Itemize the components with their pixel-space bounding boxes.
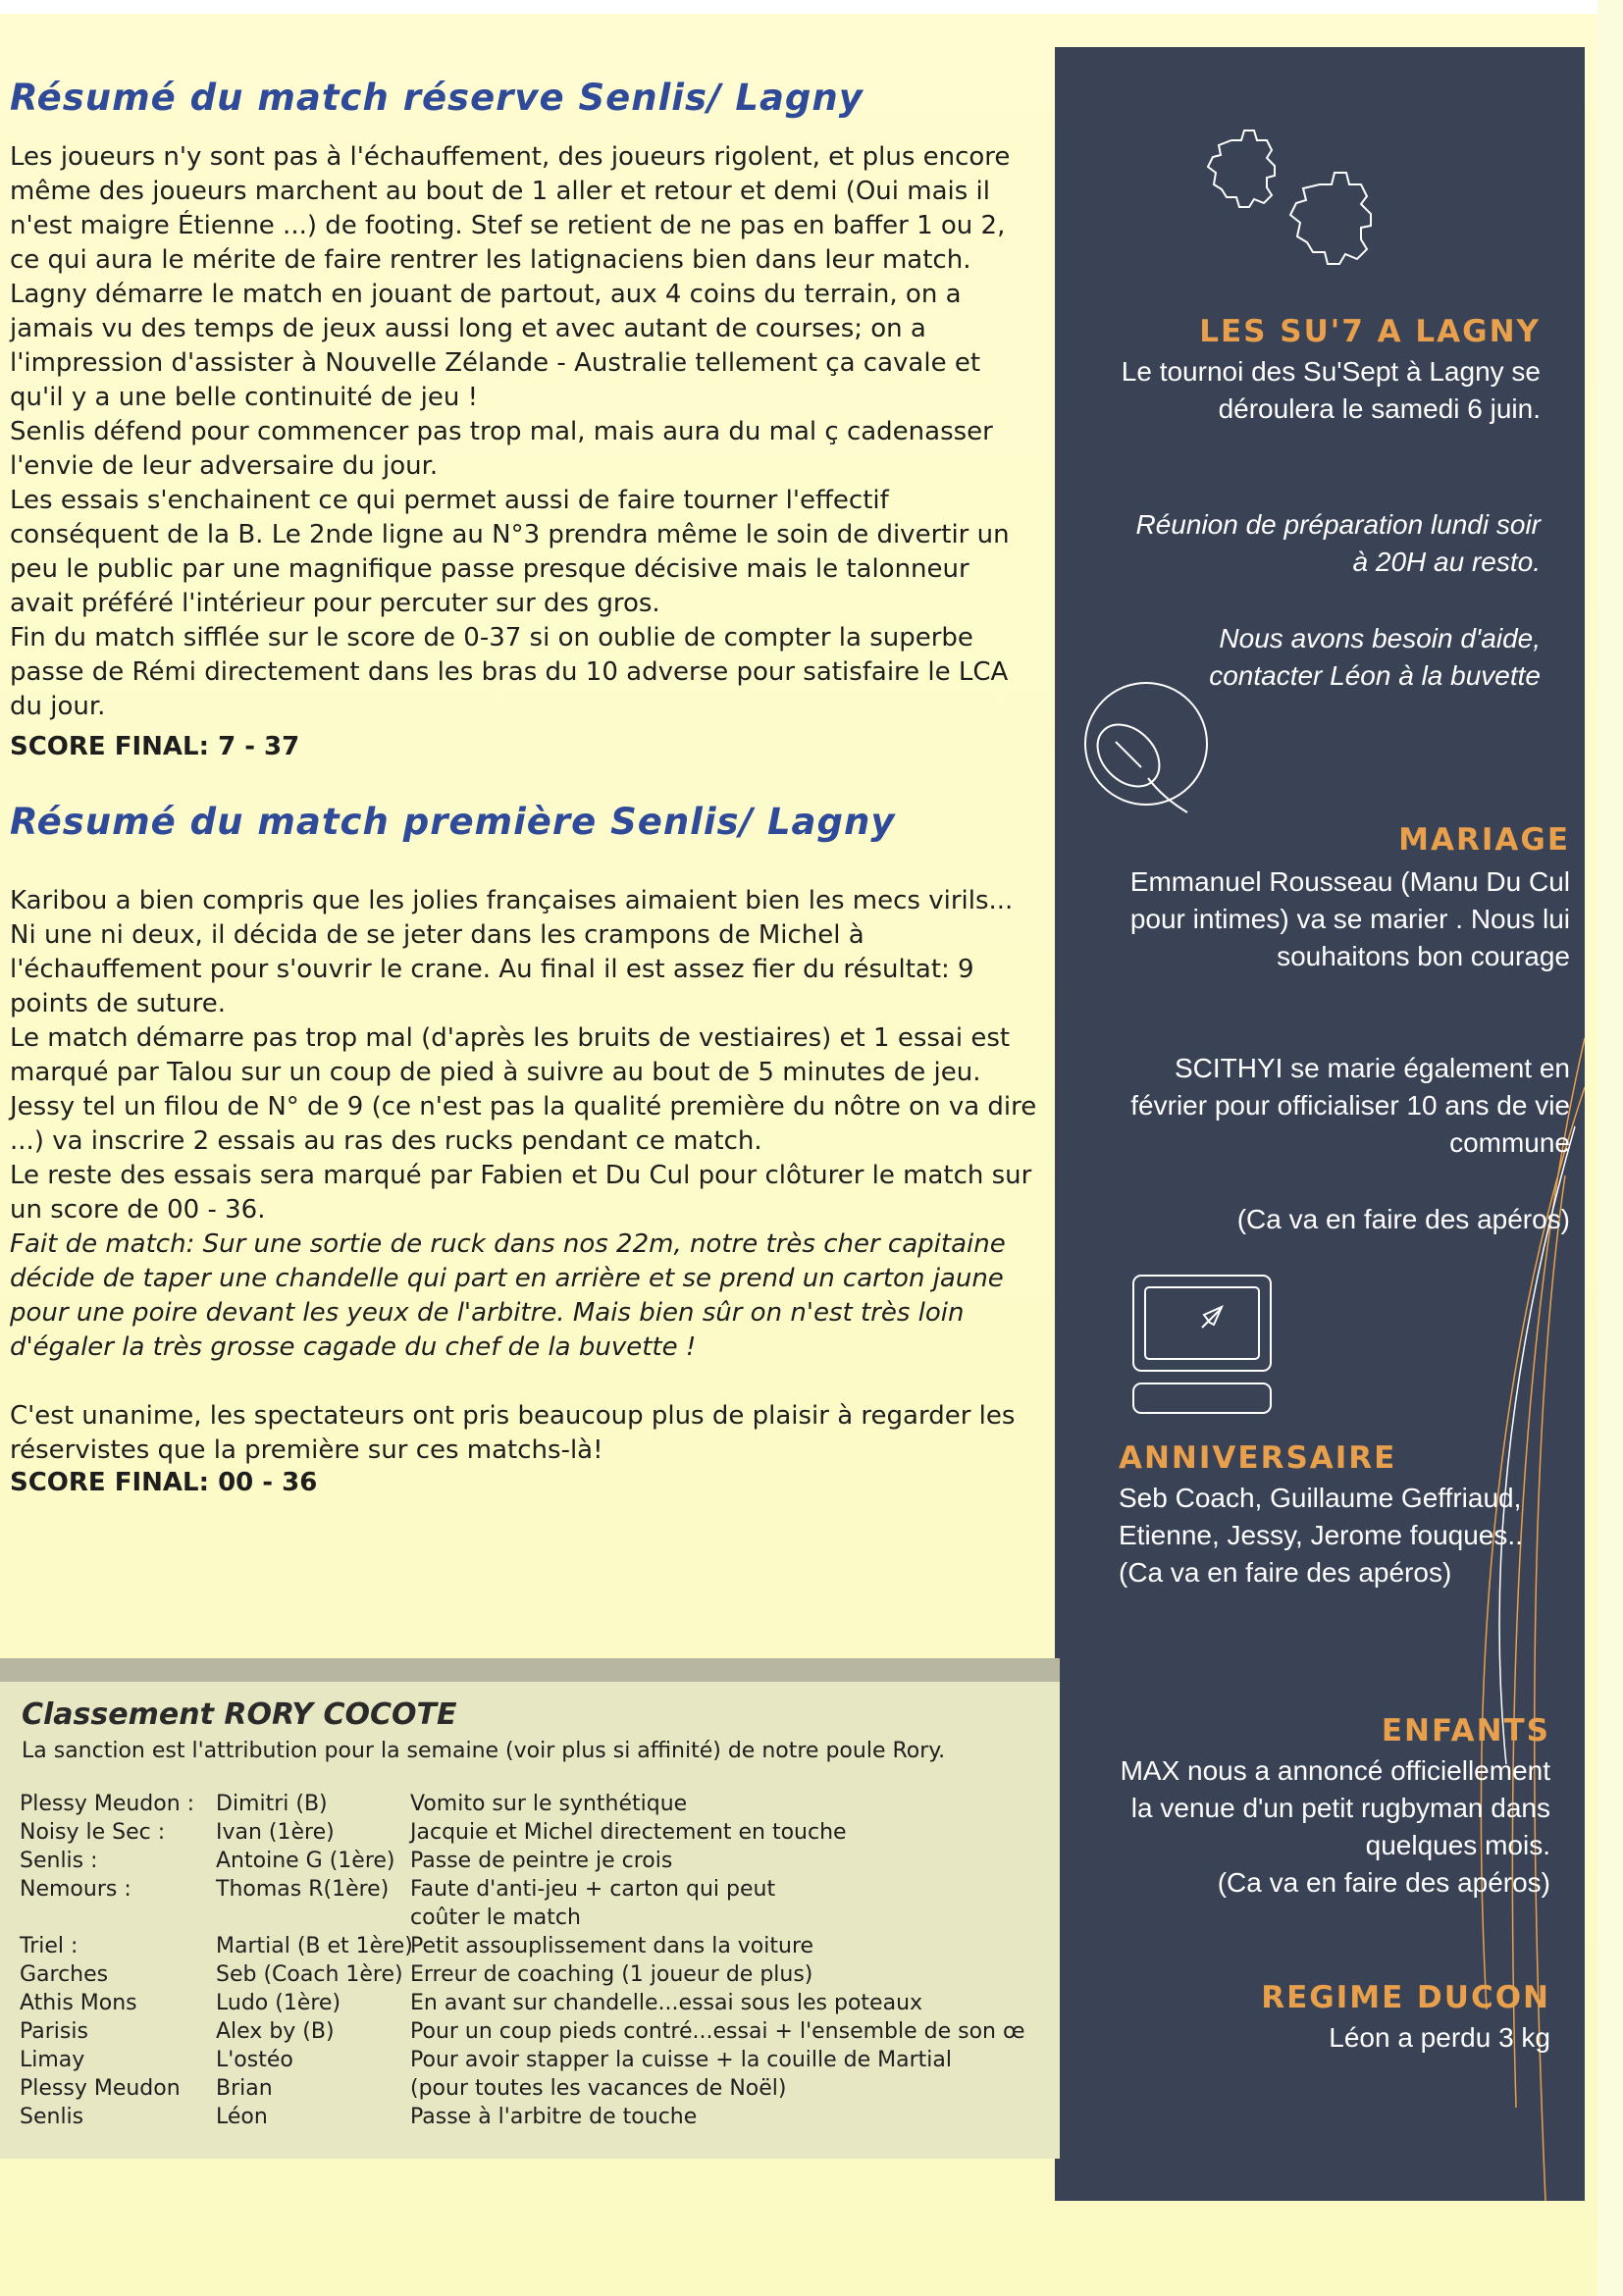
ranking-reason: Pour avoir stapper la cuisse + la couille de Martial bbox=[410, 2048, 953, 2072]
ranking-club: Senlis bbox=[20, 2105, 84, 2129]
ranking-player: Brian bbox=[216, 2076, 273, 2101]
premiere-fait-de-match: Fait de match: Sur une sortie de ruck dans nos 22m, notre très cher capitaine décide de taper une chandelle qui part en arrière et se prend un carton jaune pour une poire devant les yeux de l'arbitre. Mais bien sûr on n'est très loin d'égaler la très grosse cagade du chef de la buvette ! bbox=[10, 1229, 1006, 1362]
main-column bbox=[10, 69, 1040, 1497]
computer-icon bbox=[1133, 1276, 1271, 1413]
ranking-reason: En avant sur chandelle...essai sous les poteaux bbox=[410, 1991, 923, 2015]
mariage-text-1: Emmanuel Rousseau (Manu Du Cul pour intimes) va se marier . Nous lui souhaitons bon courage bbox=[1129, 866, 1570, 971]
ranking-player: Léon bbox=[216, 2105, 268, 2129]
ranking-reason: Vomito sur le synthétique bbox=[410, 1792, 688, 1816]
ranking-player: Dimitri (B) bbox=[216, 1792, 328, 1816]
enfants-heading: ENFANTS bbox=[1381, 1713, 1550, 1748]
su7-help: Nous avons besoin d'aide, contacter Léon à la buvette bbox=[1209, 623, 1541, 691]
reserve-score: SCORE FINAL: 7 - 37 bbox=[10, 732, 300, 761]
anniversaire-text: Seb Coach, Guillaume Geffriaud, Etienne, Jessy, Jerome fouques.. bbox=[1119, 1483, 1523, 1550]
ranking-reason: Faute d'anti-jeu + carton qui peut bbox=[410, 1877, 776, 1902]
gears-icon bbox=[1208, 130, 1371, 264]
regime-heading: REGIME DUCON bbox=[1261, 1980, 1550, 2015]
ranking-title: Classement RORY COCOTE bbox=[22, 1697, 457, 1732]
su7-meeting: Réunion de préparation lundi soir à 20H au resto. bbox=[1135, 509, 1541, 577]
reserve-paragraph-4: Les essais s'enchainent ce qui permet aussi de faire tourner l'effectif conséquent de la B. Le 2nde ligne au N°3 prendra même le soin de divertir un peu le public par une magnifique passe presque décisive mais le talonneur avait préféré l'intérieur pour percuter sur des gros. bbox=[10, 486, 1010, 618]
ranking-reason: Passe à l'arbitre de touche bbox=[410, 2105, 698, 2129]
right-margin bbox=[1597, 0, 1623, 2296]
mariage-text-3: (Ca va en faire des apéros) bbox=[1236, 1204, 1570, 1234]
mariage-heading: MARIAGE bbox=[1398, 822, 1570, 858]
premiere-conclusion: C'est unanime, les spectateurs ont pris beaucoup plus de plaisir à regarder les réservistes que la première sur ces matchs-là! bbox=[10, 1401, 1016, 1465]
anniversaire-text-2: (Ca va en faire des apéros) bbox=[1119, 1557, 1452, 1588]
ranking-club: Senlis : bbox=[20, 1849, 98, 1873]
ranking-club: Athis Mons bbox=[20, 1991, 137, 2015]
ranking-reason: Erreur de coaching (1 joueur de plus) bbox=[410, 1962, 813, 1987]
su7-heading: LES SU'7 A LAGNY bbox=[1199, 314, 1541, 349]
ranking-club: Nemours : bbox=[20, 1877, 131, 1902]
premiere-paragraph-1: Karibou a bien compris que les jolies françaises aimaient bien les mecs virils... Ni une ni deux, il décida de se jeter dans les crampons de Michel à l'échauffement pour s'ouvrir le crane. Au final il est assez fier du résultat: 9 points de suture. bbox=[10, 886, 1014, 1018]
mouse-icon bbox=[1085, 683, 1207, 812]
ranking-club: Noisy le Sec : bbox=[20, 1820, 166, 1845]
ranking-reason: (pour toutes les vacances de Noël) bbox=[410, 2076, 787, 2101]
ranking-club: Plessy Meudon : bbox=[20, 1792, 195, 1816]
reserve-paragraph-1: Les joueurs n'y sont pas à l'échauffement, des joueurs rigolent, et plus encore même des joueurs marchent au bout de 1 aller et retour et demi (Oui mais il n'est maigre Étienne ...) de footing. Stef se retient de ne pas en baffer 1 ou 2, ce qui aura le mérite de faire rentrer les latignaciens bien dans leur match. bbox=[10, 142, 1011, 275]
premiere-title: Résumé du match première Senlis/ Lagny bbox=[10, 801, 896, 843]
ranking-reason: Petit assouplissement dans la voiture bbox=[410, 1934, 814, 1958]
ranking-reason: Jacquie et Michel directement en touche bbox=[410, 1820, 847, 1845]
anniversaire-heading: ANNIVERSAIRE bbox=[1119, 1440, 1397, 1476]
reserve-paragraph-5: Fin du match sifflée sur le score de 0-37 si on oublie de compter la superbe passe de Rémi directement dans les bras du 10 adverse pour satisfaire le LCA du jour. bbox=[10, 623, 1009, 721]
ranking-player: Alex by (B) bbox=[216, 2019, 335, 2044]
reserve-title: Résumé du match réserve Senlis/ Lagny bbox=[10, 77, 864, 119]
ranking-reason: Pour un coup pieds contré...essai + l'ensemble de son œ bbox=[410, 2019, 1025, 2044]
ranking-reason: coûter le match bbox=[410, 1905, 581, 1930]
ranking-header-bar bbox=[0, 1658, 1060, 1682]
su7-text: Le tournoi des Su'Sept à Lagny se déroulera le samedi 6 juin. bbox=[1121, 356, 1541, 424]
ranking-club: Plessy Meudon bbox=[20, 2076, 181, 2101]
premiere-paragraph-4: Le reste des essais sera marqué par Fabien et Du Cul pour clôturer le match sur un score de 00 - 36. bbox=[10, 1161, 1032, 1225]
reserve-paragraph-3: Senlis défend pour commencer pas trop mal, mais aura du mal ç cadenasser l'envie de leur adversaire du jour. bbox=[10, 417, 993, 481]
premiere-paragraph-3: Jessy tel un filou de N° de 9 (ce n'est pas la qualité première du nôtre on va dire ...) va inscrire 2 essais au ras des rucks pendant ce match. bbox=[10, 1092, 1037, 1156]
ranking-player: Martial (B et 1ère) bbox=[216, 1934, 413, 1958]
mariage-text-2: SCITHYI se marie également en février pour officialiser 10 ans de vie commune bbox=[1130, 1053, 1570, 1158]
premiere-score: SCORE FINAL: 00 - 36 bbox=[10, 1468, 318, 1497]
reserve-paragraph-2: Lagny démarre le match en jouant de partout, aux 4 coins du terrain, on a jamais vu des temps de jeux aussi long et avec autant de courses; on a l'impression d'assister à Nouvelle Zélande - Australie tellement ça cavale et qu'il y a une belle continuité de jeu ! bbox=[10, 280, 981, 412]
premiere-paragraph-2: Le match démarre pas trop mal (d'après les bruits de vestiaires) et 1 essai est marqué par Talou sur un coup de pied à suivre au bout de 5 minutes de jeu. bbox=[10, 1023, 1011, 1087]
sidebar-panel bbox=[1055, 47, 1585, 2201]
ranking-club: Limay bbox=[20, 2048, 85, 2072]
ranking-player: Thomas R(1ère) bbox=[216, 1877, 390, 1902]
ranking-player: Ludo (1ère) bbox=[216, 1991, 341, 2015]
ranking-club: Parisis bbox=[20, 2019, 88, 2044]
ranking-subtitle: La sanction est l'attribution pour la semaine (voir plus si affinité) de notre poule Rory. bbox=[22, 1739, 946, 1763]
ranking-reason: Passe de peintre je crois bbox=[410, 1849, 673, 1873]
ranking-club: Garches bbox=[20, 1962, 109, 1987]
ranking-club: Triel : bbox=[20, 1934, 79, 1958]
ranking-player: L'ostéo bbox=[216, 2048, 293, 2072]
top-margin bbox=[0, 0, 1623, 14]
ranking-player: Ivan (1ère) bbox=[216, 1820, 335, 1845]
enfants-text: MAX nous a annoncé officiellement la venue d'un petit rugbyman dans quelques mois. bbox=[1120, 1755, 1550, 1860]
regime-text: Léon a perdu 3 kg bbox=[1329, 2022, 1550, 2053]
enfants-text-2: (Ca va en faire des apéros) bbox=[1217, 1867, 1550, 1898]
ranking-player: Antoine G (1ère) bbox=[216, 1849, 395, 1873]
ranking-player: Seb (Coach 1ère) bbox=[216, 1962, 403, 1987]
